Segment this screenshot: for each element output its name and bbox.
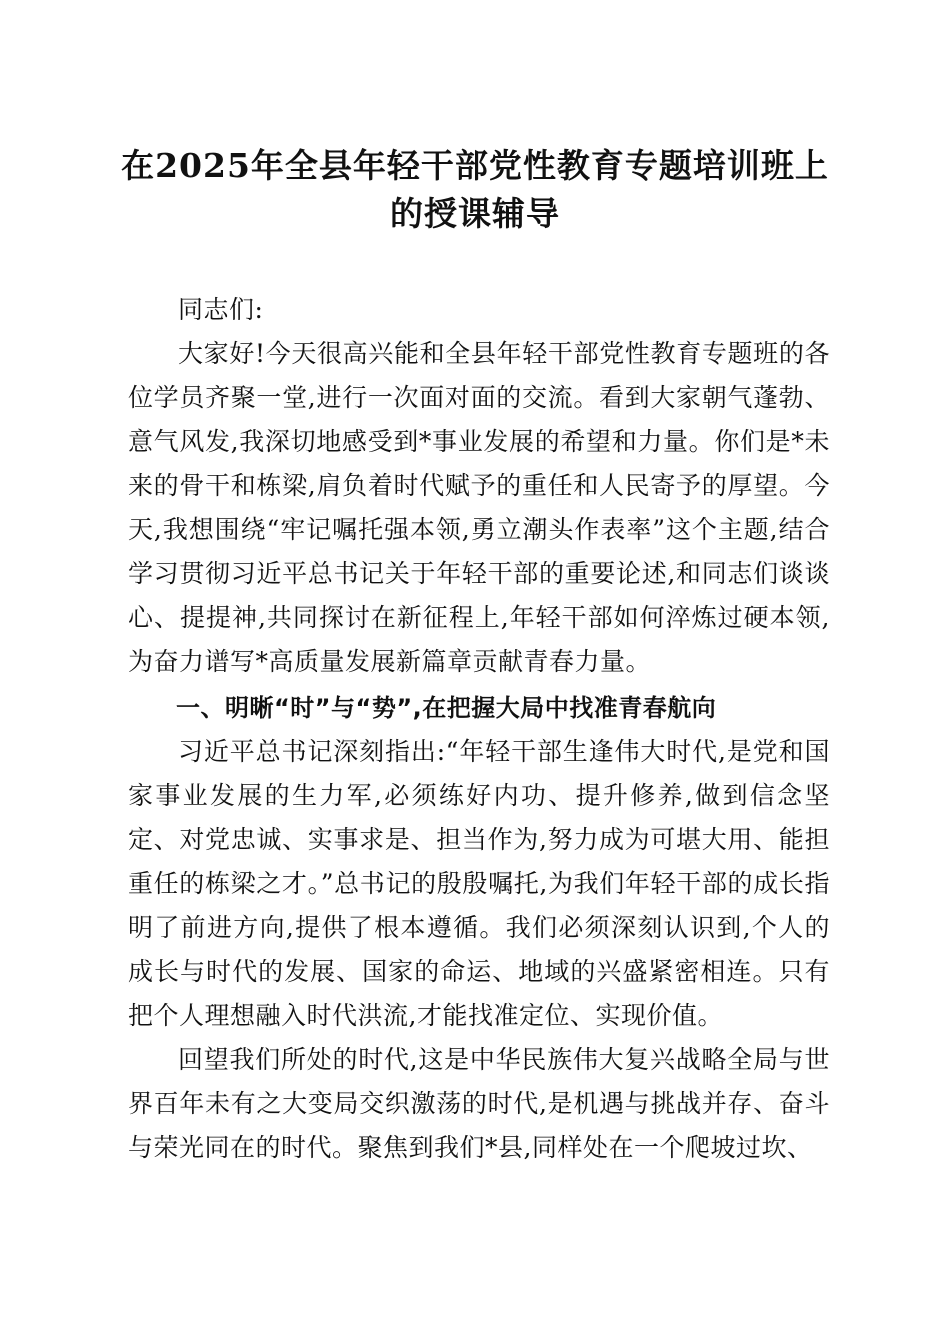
- document-title: 在2025年全县年轻干部党性教育专题培训班上的授课辅导: [121, 146, 829, 233]
- section-heading: 一、明晰“时”与“势”,在把握大局中找准青春航向: [176, 694, 717, 722]
- paragraph: 回望我们所处的时代,这是中华民族伟大复兴战略全局与世界百年未有之大变局交织激荡的时代,是机遇与挑战并存、奋斗与荣光同在的时代。聚焦到我们*县,同样处在一个爬坡过坎、: [128, 1045, 830, 1162]
- document-body: [128, 288, 830, 1170]
- paragraph-intro: 大家好!今天很高兴能和全县年轻干部党性教育专题班的各位学员齐聚一堂,进行一次面对面的交流。看到大家朝气蓬勃、意气风发,我深切地感受到*事业发展的希望和力量。你们是*未来的骨干和栋梁,肩负着时代赋予的重任和人民寄予的厚望。今天,我想围绕“牢记嘱托强本领,勇立潮头作表率”这个主题,结合学习贯彻习近平总书记关于年轻干部的重要论述,和同志们谈谈心、提提神,共同探讨在新征程上,年轻干部如何淬炼过硬本领,为奋力谱写*高质量发展新篇章贡献青春力量。: [128, 339, 830, 676]
- salutation: 同志们:: [178, 295, 264, 324]
- paragraph: 习近平总书记深刻指出:“年轻干部生逢伟大时代,是党和国家事业发展的生力军,必须练好内功、提升修养,做到信念坚定、对党忠诚、实事求是、担当作为,努力成为可堪大用、能担重任的栋梁之才。”总书记的殷殷嘱托,为我们年轻干部的成长指明了前进方向,提供了根本遵循。我们必须深刻认识到,个人的成长与时代的发展、国家的命运、地域的兴盛紧密相连。只有把个人理想融入时代洪流,才能找准定位、实现价值。: [128, 737, 830, 1030]
